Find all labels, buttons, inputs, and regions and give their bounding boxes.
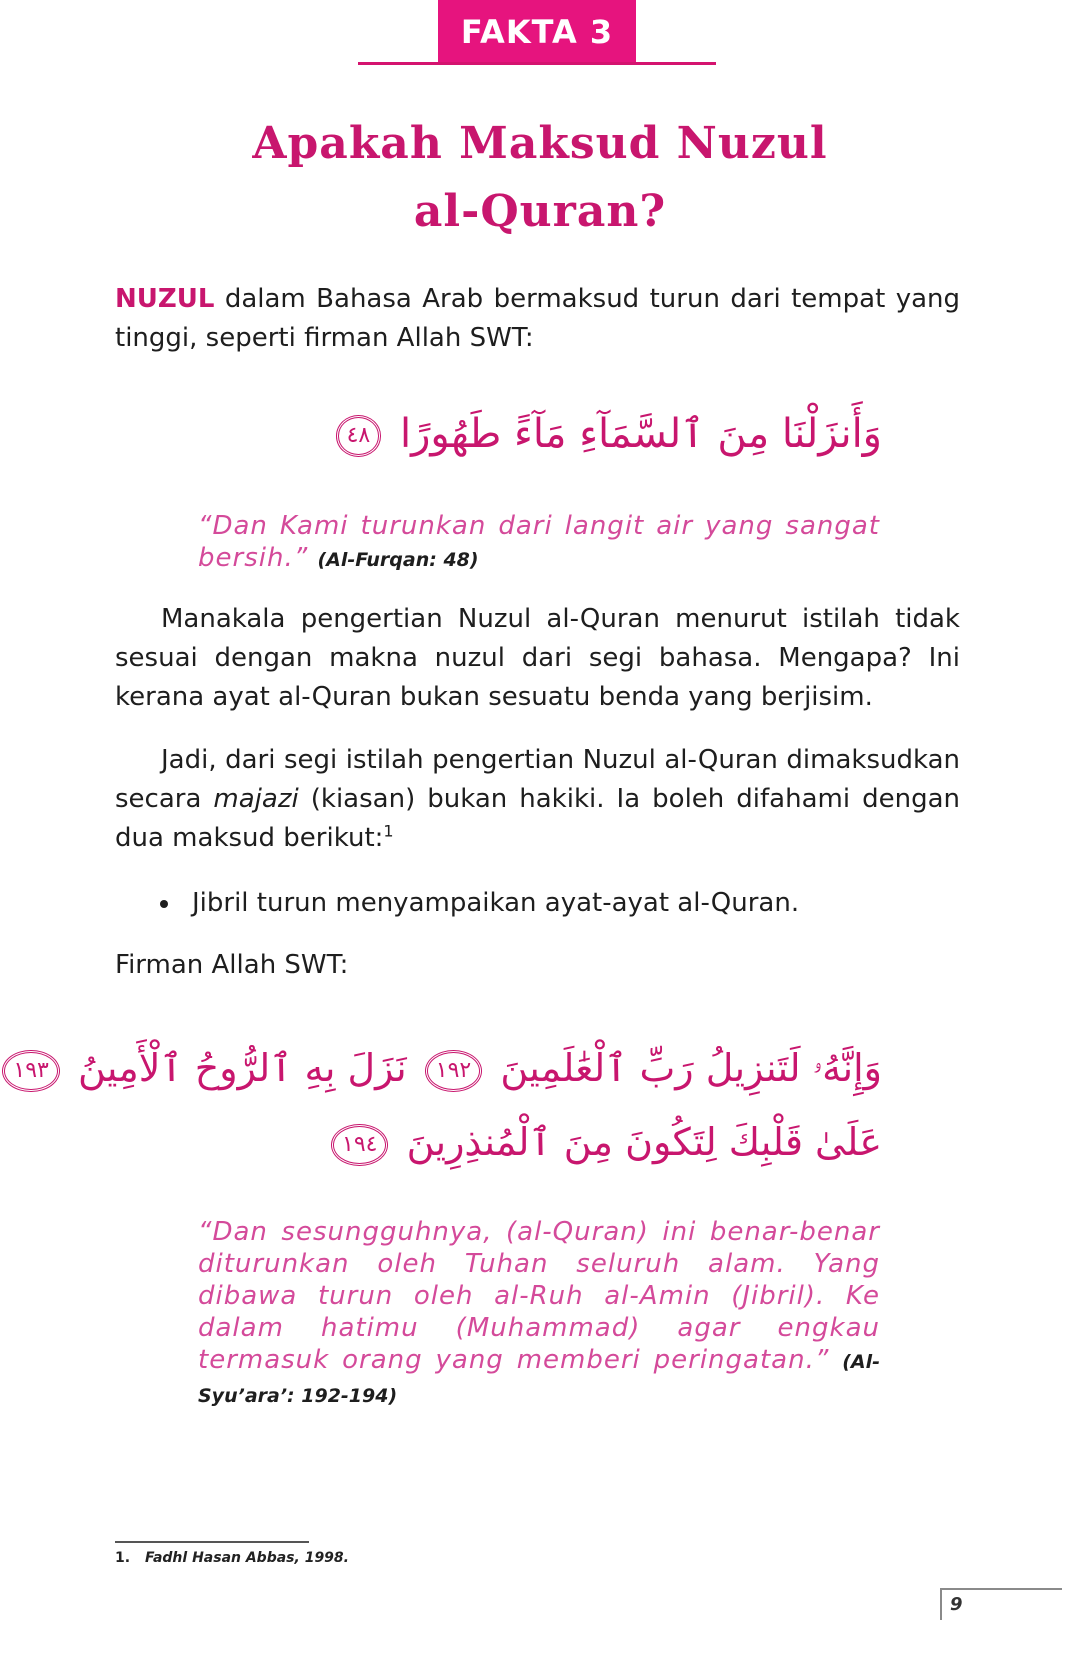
paragraph-3-after: (kiasan) bukan hakiki. Ia boleh difahami dengan dua maksud berikut: — [115, 784, 960, 853]
verse-1-translation — [198, 510, 880, 576]
ayah-number-48: ٤٨ — [336, 415, 382, 457]
firman-label: Firman Allah SWT: — [115, 950, 349, 980]
paragraph-3-before: Jadi, dari segi istilah pengertian Nuzul al-Quran dimaksudkan secara — [115, 745, 960, 814]
verse-2-translation-text: “Dan sesungguhnya, (al-Quran) ini benar-benar diturunkan oleh Tuhan seluruh alam. Yang dibawa turun oleh al-Ruh al-Amin (Jibril). Ke dalam hatimu (Muhammad) agar engkau termasuk orang yang memberi peringatan.” — [198, 1217, 880, 1375]
verse-2-arabic-line-2 — [325, 1110, 882, 1174]
tab-underline — [358, 62, 716, 65]
footnote-text: Fadhl Hasan Abbas, 1998. — [145, 1550, 349, 1566]
paragraph-3 — [115, 741, 960, 858]
verse-2-arabic-line-1 — [0, 1036, 882, 1100]
ayah-number-194: ١٩٤ — [331, 1124, 388, 1166]
footnote — [115, 1550, 349, 1566]
footnote-marker: 1 — [383, 821, 394, 841]
verse-2-reference: (Al-Syu’ara’: 192-194) — [198, 1351, 880, 1407]
verse-2-translation — [198, 1216, 880, 1412]
title-line-2: al-Quran? — [413, 186, 667, 237]
verse-1-arabic — [330, 404, 882, 464]
ayah-number-193: ١٩٣ — [2, 1050, 59, 1092]
bullet-text: Jibril turun menyampaikan ayat-ayat al-Quran. — [192, 888, 800, 918]
footnote-number: 1. — [115, 1550, 131, 1566]
ayah-number-192: ١٩٢ — [425, 1050, 482, 1092]
paragraph-3-italic: majazi — [213, 784, 299, 814]
intro-keyword: NUZUL — [115, 284, 215, 314]
verse-2-text-c: عَلَىٰ قَلْبِكَ لِتَكُونَ مِنَ ٱلْمُنذِرِينَ — [406, 1120, 882, 1164]
page-title — [0, 110, 1080, 246]
title-line-1: Apakah Maksud Nuzul — [252, 118, 828, 169]
verse-2-text-b: نَزَلَ بِهِ ٱلرُّوحُ ٱلْأَمِينُ — [77, 1046, 407, 1090]
paragraph-2: Manakala pengertian Nuzul al-Quran menurut istilah tidak sesuai dengan makna nuzul dari segi bahasa. Mengapa? Ini kerana ayat al-Quran bukan sesuatu benda yang berjisim. — [115, 604, 960, 712]
verse-1-translation-text: “Dan Kami turunkan dari langit air yang sangat bersih.” — [198, 511, 880, 573]
intro-text: dalam Bahasa Arab bermaksud turun dari tempat yang tinggi, seperti firman Allah SWT: — [115, 284, 960, 353]
page-number: 9 — [950, 1594, 963, 1615]
verse-2-text-a: وَإِنَّهُۥ لَتَنزِيلُ رَبِّ ٱلْعَٰلَمِينَ — [500, 1046, 882, 1090]
footnote-divider — [115, 1541, 309, 1543]
bullet-icon — [160, 900, 168, 908]
verse-1-reference: (Al-Furqan: 48) — [317, 549, 479, 571]
fakta-tab: FAKTA 3 — [438, 0, 636, 64]
bullet-item — [160, 884, 960, 923]
verse-1-text: وَأَنزَلْنَا مِنَ ٱلسَّمَآءِ مَآءً طَهُورًا — [399, 411, 882, 457]
intro-paragraph — [115, 280, 960, 358]
